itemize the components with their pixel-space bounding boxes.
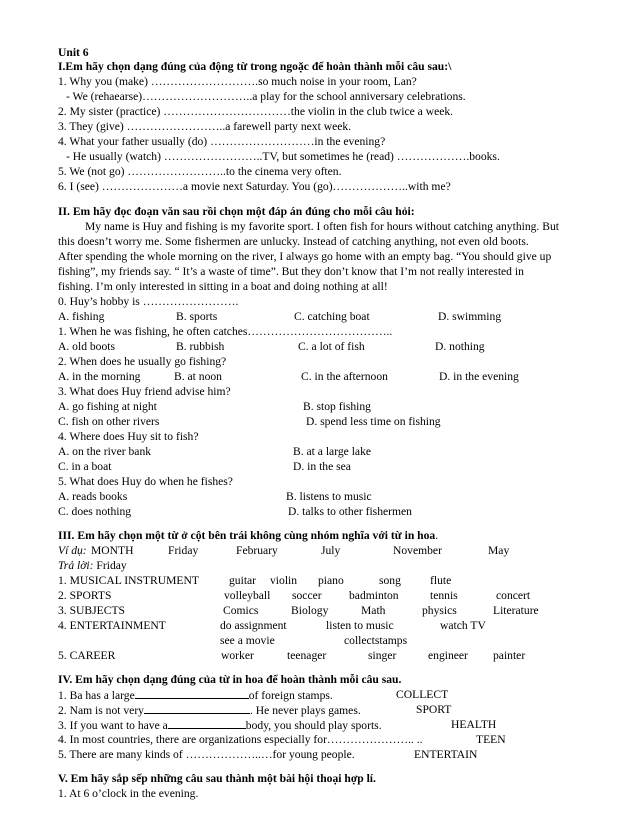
s1-line: 1. Why you (make) ……………………….so much noise in your room, Lan?	[58, 75, 417, 88]
s4-item-text: 4. In most countries, there are organizations especially for………………….. ..	[58, 733, 423, 746]
s4-item-text: 5. There are many kinds of ………………..…for young people.	[58, 748, 355, 761]
word: song	[379, 574, 401, 587]
option-d: D. talks to other fishermen	[288, 505, 412, 518]
section-3-heading-end: .	[435, 529, 439, 542]
answer-blank	[168, 717, 246, 729]
option-c: C. does nothing	[58, 505, 132, 518]
option-c: C. a lot of fish	[298, 340, 365, 353]
s1-line: 3. They (give) ……………………..a farewell party next week.	[58, 120, 352, 133]
example-label: Ví dụ:	[58, 544, 87, 557]
option-a: A. in the morning	[58, 370, 141, 383]
word: singer	[368, 649, 397, 662]
s1-line: 2. My sister (practice) ……………………………the violin in the club twice a week.	[58, 105, 454, 118]
word-row-head: 1. MUSICAL INSTRUMENT	[58, 574, 199, 587]
section-2-heading: II. Em hãy đọc đoạn văn sau rồi chọn một đáp án đúng cho mỗi câu hỏi:	[58, 205, 415, 218]
s4-item-text: of foreign stamps.	[248, 689, 333, 702]
word: painter	[493, 649, 526, 662]
word: concert	[496, 589, 531, 602]
s4-item-text: 1. Ba has a large	[58, 689, 135, 702]
option-b: B. at a large lake	[293, 445, 372, 458]
s4-item-text: 3. If you want to have a	[58, 719, 168, 732]
s4-item	[58, 717, 497, 733]
option-a: A. on the river bank	[58, 445, 152, 458]
word: physics	[422, 604, 457, 617]
option-d: D. in the evening	[439, 370, 519, 383]
example-word: November	[393, 544, 442, 557]
example-word: February	[236, 544, 278, 557]
answer-blank	[144, 702, 250, 714]
word: violin	[270, 574, 298, 587]
word: badminton	[349, 589, 399, 602]
word-row-head: 2. SPORTS	[58, 589, 112, 602]
word: Comics	[223, 604, 259, 617]
s1-line: - We (rehaearse)………………………..a play for the school anniversary celebrations.	[66, 90, 466, 103]
s1-line: 4. What your father usually (do) ………………………in the evening?	[58, 135, 386, 148]
option-b: B. rubbish	[176, 340, 225, 353]
word: see a movie	[220, 634, 275, 647]
s4-item-text: 2. Nam is not very	[58, 704, 144, 717]
option-b: B. sports	[176, 310, 218, 323]
word: collectstamps	[344, 634, 408, 647]
option-c: C. in a boat	[58, 460, 112, 473]
s1-line: 5. We (not go) ……………………..to the cinema very often.	[58, 165, 342, 178]
word: engineer	[428, 649, 468, 662]
word-row-head: 3. SUBJECTS	[58, 604, 126, 617]
passage-line: My name is Huy and fishing is my favorite sport. I often fish for hours without catching anything. But	[85, 220, 559, 233]
option-c: C. catching boat	[294, 310, 370, 323]
answer-value: Friday	[96, 559, 127, 572]
s1-line: 6. I (see) …………………a movie next Saturday. You (go)………………..with me?	[58, 180, 451, 193]
section-5-heading: V. Em hãy sắp sếp những câu sau thành một bài hội thoại hợp lí.	[58, 772, 376, 785]
s4-item	[58, 747, 478, 762]
s4-word: HEALTH	[451, 718, 497, 731]
option-d: D. spend less time on fishing	[306, 415, 441, 428]
passage-line: fishing. I’m only interested in sitting in a boat and doing nothing at all!	[58, 280, 388, 293]
option-d: D. swimming	[438, 310, 502, 323]
question-2: 2. When does he usually go fishing?	[58, 355, 227, 368]
answer-blank	[135, 687, 249, 699]
answer-label: Trả lời:	[58, 559, 94, 572]
example-word: May	[488, 544, 510, 557]
word-row-head: 5. CAREER	[58, 649, 116, 662]
question-1: 1. When he was fishing, he often catches………………………………..	[58, 325, 393, 338]
s4-item	[58, 687, 449, 703]
section-3-heading-text: III. Em hãy chọn một từ ở cột bên trái không cùng nhóm nghĩa với từ in hoa	[58, 529, 436, 542]
option-b: B. at noon	[174, 370, 222, 383]
option-b: B. listens to music	[286, 490, 372, 503]
s5-line: 1. At 6 o’clock in the evening.	[58, 787, 199, 800]
word: Literature	[493, 604, 539, 617]
s4-item	[58, 702, 452, 718]
question-3: 3. What does Huy friend advise him?	[58, 385, 231, 398]
s4-word: COLLECT	[396, 688, 449, 701]
s4-word: ENTERTAIN	[414, 748, 478, 761]
word-row-head: 4. ENTERTAINMENT	[58, 619, 166, 632]
example-word: July	[321, 544, 341, 557]
s4-item	[58, 732, 506, 747]
option-d: D. nothing	[435, 340, 485, 353]
question-5: 5. What does Huy do when he fishes?	[58, 475, 233, 488]
unit-title: Unit 6	[58, 46, 89, 59]
s4-word: TEEN	[476, 733, 506, 746]
word: listen to music	[326, 619, 394, 632]
s4-item-text: body, you should play sports.	[245, 719, 382, 732]
word: volleyball	[224, 589, 271, 602]
word: do assignment	[220, 619, 287, 632]
example-word: Friday	[168, 544, 199, 557]
question-4: 4. Where does Huy sit to fish?	[58, 430, 199, 443]
word: flute	[430, 574, 452, 587]
s4-word: SPORT	[416, 703, 452, 716]
passage-line: After spending the whole morning on the river, I always go home with an empty bag. “You should give up	[58, 250, 552, 263]
option-a: A. reads books	[58, 490, 128, 503]
option-d: D. in the sea	[293, 460, 351, 473]
word: watch TV	[440, 619, 486, 632]
word: guitar	[229, 574, 257, 587]
option-a: A. old boots	[58, 340, 116, 353]
word: teenager	[287, 649, 327, 662]
option-a: A. go fishing at night	[58, 400, 157, 413]
word: Biology	[291, 604, 329, 617]
word: worker	[221, 649, 254, 662]
word: Math	[361, 604, 386, 617]
s1-line: - He usually (watch) ……………………..TV, but sometimes he (read) ……………….books.	[66, 150, 500, 163]
example-word: MONTH	[91, 544, 134, 557]
word: soccer	[292, 589, 322, 602]
answer-row	[58, 558, 127, 573]
option-b: B. stop fishing	[303, 400, 371, 413]
section-4-heading: IV. Em hãy chọn dạng đúng của từ in hoa để hoàn thành mỗi câu sau.	[58, 673, 402, 686]
option-c: C. in the afternoon	[301, 370, 388, 383]
s4-item-text: . He never plays games.	[249, 704, 361, 717]
passage-line: this doesn’t worry me. Some fishermen are unlucky. Instead of catching anything, not even old boots.	[58, 235, 529, 248]
passage-line: fishing”, my friends say. “ It’s a waste of time”. But they don’t know that I’m not really interested in	[58, 265, 524, 278]
question-0: 0. Huy’s hobby is …………………….	[58, 295, 239, 308]
option-a: A. fishing	[58, 310, 105, 323]
option-c: C. fish on other rivers	[58, 415, 160, 428]
section-3-heading	[58, 528, 438, 543]
word: tennis	[430, 589, 458, 602]
section-1-heading: I.Em hãy chọn dạng đúng của động từ trong ngoặc để hoàn thành mỗi câu sau:\	[58, 60, 452, 73]
word: piano	[318, 574, 344, 587]
